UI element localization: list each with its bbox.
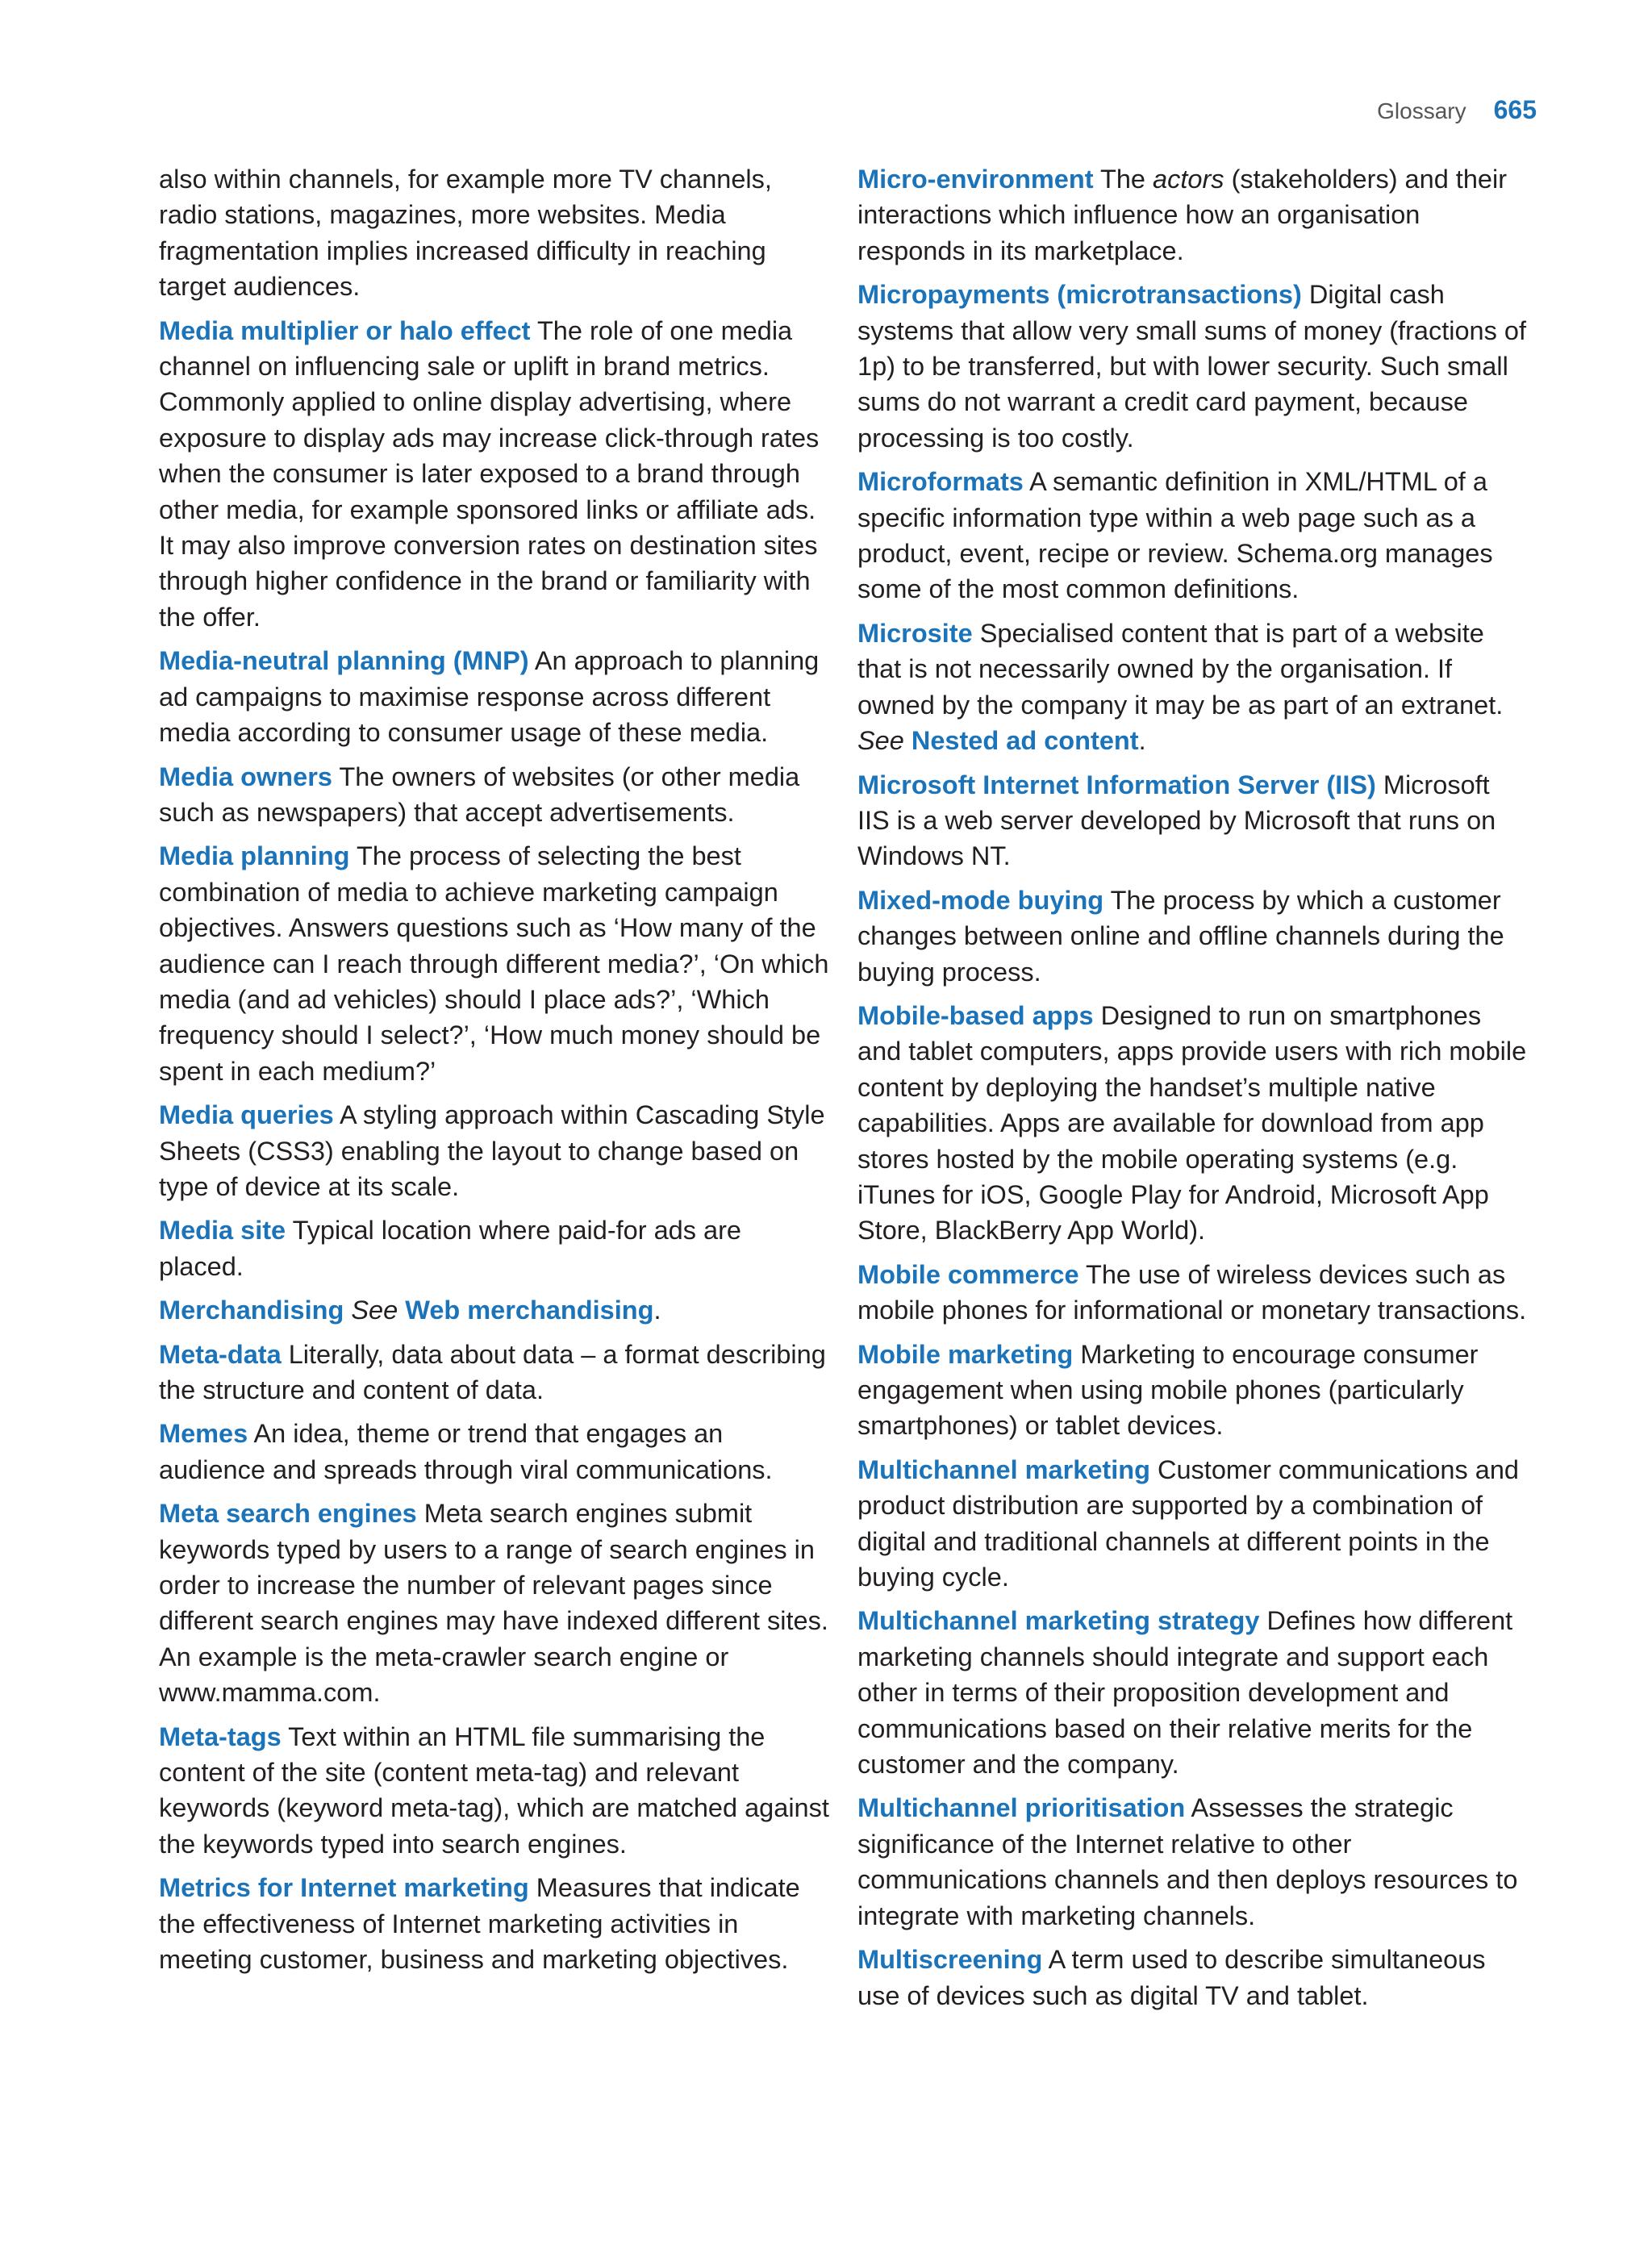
running-head: Glossary [1377,98,1466,123]
entry-definition: Measures that indicate the effectiveness of Internet marketing activities in meeting customer, business and marketing objectives. [159,1873,800,1975]
glossary-entry [857,1942,1527,2013]
entry-definition: also within channels, for example more TV channels, radio stations, magazines, more websites. Media fragmentation implies increased difficulty in reaching target audiences. [159,165,772,302]
page-header [1377,95,1537,125]
glossary-entry [159,161,830,305]
entry-term: Meta-tags [159,1721,282,1751]
entry-definition: A term used to describe simultaneous use of devices such as digital TV and tablet. [857,1945,1486,2010]
entry-term: Mixed-mode buying [857,885,1104,915]
glossary-entry [159,1337,830,1408]
entry-definition: The process by which a customer changes between online and offline channels during the buying process. [857,885,1504,987]
glossary-entry [857,767,1527,874]
glossary-entry [857,1337,1527,1444]
left-column [159,161,830,1986]
entry-definition: An approach to planning ad campaigns to maximise response across different media according to consumer usage of these media. [159,646,820,748]
page-number: 665 [1493,95,1537,124]
glossary-entry [159,1212,830,1284]
entry-definition: Marketing to encourage consumer engagement when using mobile phones (particularly smartphones) or tablet devices. [857,1339,1479,1441]
entry-definition: (stakeholders) and their interactions which influence how an organisation responds in its marketplace. [857,165,1508,265]
entry-term: Mobile marketing [857,1339,1074,1369]
entry-term: Merchandising [159,1296,344,1325]
glossary-entry [857,998,1527,1249]
entry-definition: The use of wireless devices such as mobile phones for informational or monetary transactions. [857,1259,1527,1325]
entry-term: Media site [159,1216,286,1246]
right-column [857,161,1527,2022]
entry-term: Multichannel prioritisation [857,1793,1186,1823]
glossary-entry [857,883,1527,990]
entry-term: Mobile commerce [857,1259,1079,1289]
entry-definition: The owners of websites (or other media such as newspapers) that accept advertisements. [159,762,800,827]
entry-term: Microformats [857,467,1024,497]
entry-definition: The role of one media channel on influencing sale or uplift in brand metrics. Commonly applied to online display advertising, where exposure to display ads may increase click-through rates when the consumer is later exposed to a brand through other media, for example sponsored links or affiliate ads. It may also improve conversion rates on destination sites through higher confidence in the brand or familiarity with the offer. [159,315,820,632]
entry-term: Media-neutral planning (MNP) [159,646,529,676]
entry-definition: The process of selecting the best combination of media to achieve marketing campaign objectives. Answers questions such as ‘How many of the audience can I reach through different media?’, ‘On which media (and ad vehicles) should I place ads?’, ‘Which frequency should I select?’, ‘How much money should be spent in each medium?’ [159,841,829,1086]
glossary-entry [857,1257,1527,1329]
entry-term: Multichannel marketing strategy [857,1606,1260,1636]
glossary-entry [159,1496,830,1710]
entry-term: Media owners [159,762,332,791]
entry-term: Metrics for Internet marketing [159,1873,529,1903]
entry-term: Memes [159,1419,248,1449]
glossary-entry [857,615,1527,759]
entry-definition: Meta search engines submit keywords typed by users to a range of search engines in order to increase the number of relevant pages since different search engines may have indexed different sites. An example is the meta-crawler search engine or www.mamma.com. [159,1499,828,1708]
entry-definition: Designed to run on smartphones and tablet computers, apps provide users with rich mobile content by deploying the handset’s multiple native capabilities. Apps are available for download from app stores hosted by the mobile operating systems (e.g. iTunes for iOS, Google Play for Android, Microsoft App Store, BlackBerry App World). [857,1000,1527,1246]
entry-definition: Customer communications and product distribution are supported by a combination of digital and traditional channels at different points in the buying cycle. [857,1454,1519,1592]
entry-definition: Defines how different marketing channels should integrate and support each other in terms of their proposition development and communications based on their relative merits for the customer and the company. [857,1606,1513,1780]
glossary-entry [159,643,830,750]
cross-reference-link[interactable]: Web merchandising [405,1296,654,1325]
entry-term: Mobile-based apps [857,1000,1094,1030]
entry-definition: An idea, theme or trend that engages an audience and spreads through viral communications. [159,1419,773,1484]
glossary-entry [857,1452,1527,1596]
glossary-entry [857,464,1527,607]
see-label: See [857,726,904,756]
entry-term: Microsite [857,618,973,648]
cross-reference-link[interactable]: Nested ad content [911,726,1139,756]
glossary-entry [857,161,1527,269]
entry-definition: Assesses the strategic significance of the Internet relative to other communications channels and then deploys resources to integrate with marketing channels. [857,1793,1518,1930]
entry-definition: The [1100,165,1146,194]
entry-definition: Typical location where paid-for ads are placed. [159,1216,741,1281]
entry-definition: Microsoft IIS is a web server developed by Microsoft that runs on Windows NT. [857,770,1496,871]
glossary-entry [857,277,1527,456]
entry-definition: Specialised content that is part of a website that is not necessarily owned by the organisation. If owned by the company it may be as part of an extranet. [857,618,1504,720]
entry-definition: A semantic definition in XML/HTML of a specific information type within a web page such as a product, event, recipe or review. Schema.org manages some of the most common definitions. [857,467,1493,604]
entry-term: Media queries [159,1100,334,1130]
entry-suffix: . [653,1296,661,1325]
entry-definition: Digital cash systems that allow very small sums of money (fractions of 1p) to be transferred, but with lower security. Such small sums do not warrant a credit card payment, because processing is too costly. [857,280,1527,453]
glossary-entry [159,1870,830,1977]
glossary-entry [159,1292,830,1328]
glossary-entry [159,1097,830,1204]
entry-term: Multichannel marketing [857,1454,1150,1484]
glossary-entry [857,1790,1527,1934]
entry-definition: A styling approach within Cascading Style Sheets (CSS3) enabling the layout to change based on type of device at its scale. [159,1100,825,1201]
entry-definition-italic: actors [1153,165,1224,194]
glossary-entry [159,838,830,1089]
glossary-entry [159,313,830,636]
glossary-entry [857,1603,1527,1782]
entry-term: Media planning [159,841,350,871]
entry-term: Micropayments (microtransactions) [857,280,1302,310]
entry-term: Meta-data [159,1339,282,1369]
entry-term: Media multiplier or halo effect [159,315,531,345]
entry-term: Micro-environment [857,165,1094,194]
entry-definition: Text within an HTML file summarising the content of the site (content meta-tag) and relevant keywords (keyword meta-tag), which are matched against the keywords typed into search engines. [159,1721,829,1859]
entry-term: Meta search engines [159,1499,417,1529]
entry-term: Multiscreening [857,1945,1043,1975]
see-label: See [351,1296,398,1325]
entry-definition: Literally, data about data – a format describing the structure and content of data. [159,1339,826,1404]
entry-suffix: . [1138,726,1146,756]
entry-term: Microsoft Internet Information Server (IIS) [857,770,1376,799]
glossary-entry [159,1416,830,1488]
glossary-entry [159,1719,830,1863]
glossary-entry [159,759,830,831]
